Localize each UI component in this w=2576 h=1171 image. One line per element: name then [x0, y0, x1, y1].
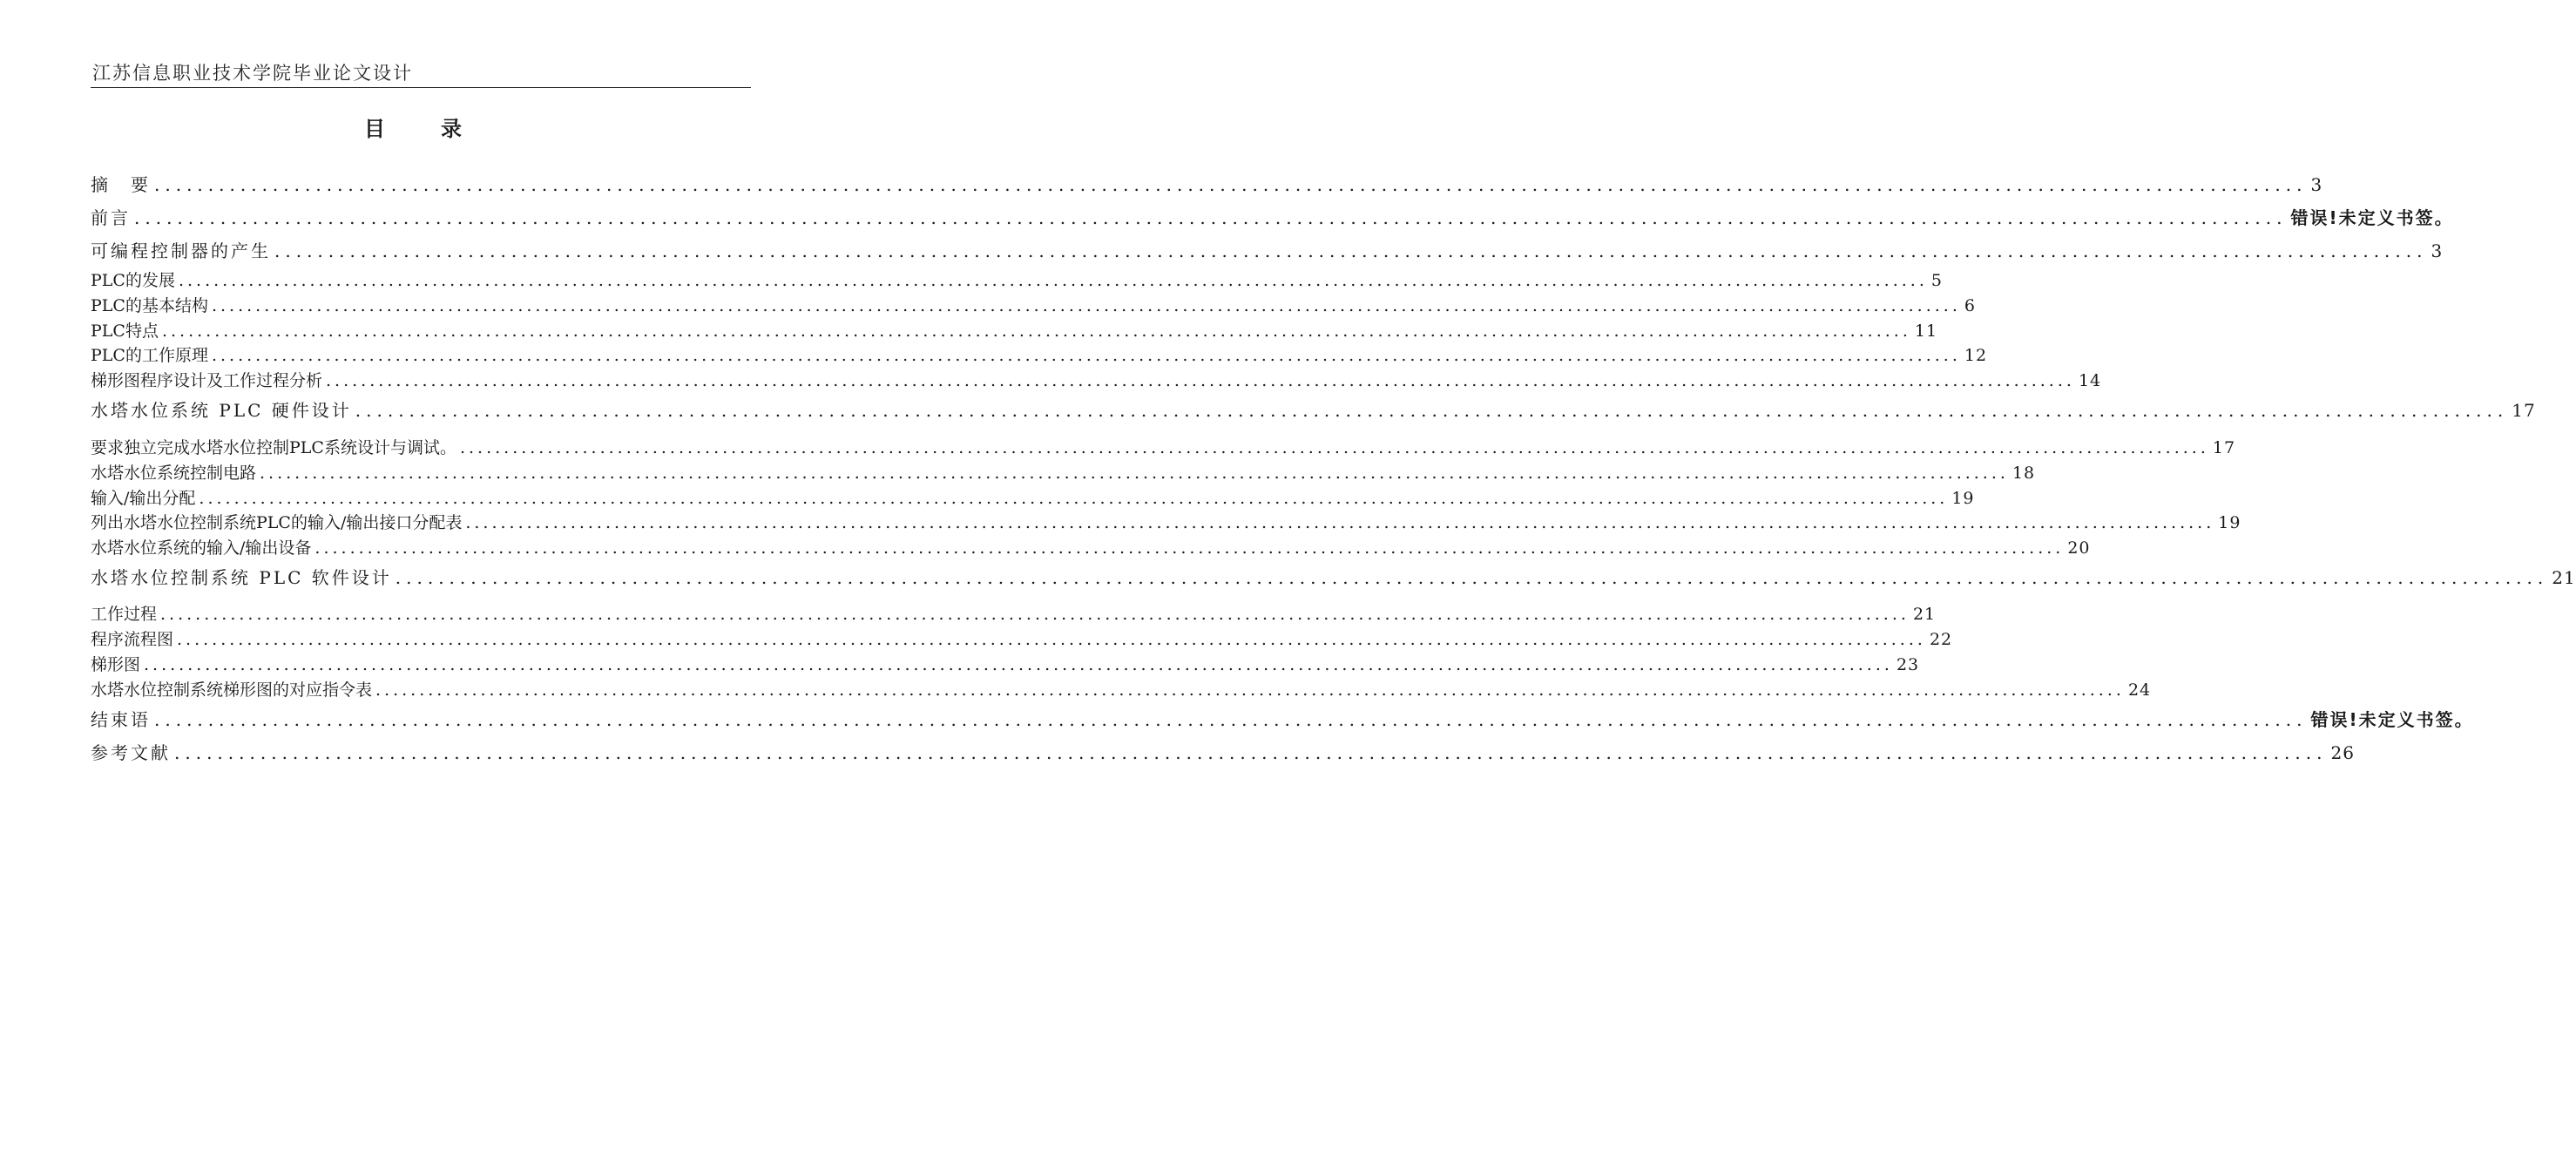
- toc-entry-label: PLC的发展: [91, 271, 175, 290]
- toc-entry-label: PLC的工作原理: [91, 346, 208, 365]
- toc-leader-dots: ........................................................................................................................................................................................................: [178, 271, 1928, 290]
- toc-entry[interactable]: [91, 237, 2444, 262]
- toc-entry-label: 梯形图: [91, 655, 141, 674]
- toc-entry-page: 21: [1912, 605, 1937, 624]
- toc-entry[interactable]: [91, 706, 2474, 731]
- toc-title-right: 录: [441, 117, 463, 141]
- header-title: 江苏信息职业技术学院毕业论文设计: [92, 63, 413, 84]
- page-header: [91, 59, 751, 88]
- toc-leader-dots: ........................................................................................................................................................................................................: [144, 655, 1893, 674]
- toc-entry-label: 水塔水位控制系统梯形图的对应指令表: [91, 680, 373, 700]
- toc-entry[interactable]: [91, 460, 2036, 484]
- toc-entry-page: 22: [1929, 630, 1953, 649]
- toc-entry-page: 17: [2212, 438, 2236, 457]
- toc-leader-dots: ........................................................................................................................................................................................................: [459, 438, 2209, 457]
- toc-entry-page: 3: [2310, 174, 2323, 195]
- toc-entry-label: 可编程控制器的产生: [91, 240, 271, 261]
- toc-entry-label: 摘 要: [91, 174, 151, 195]
- toc-leader-dots: ........................................................................................................................................................................................................: [260, 464, 2009, 483]
- toc-entry-label: 要求独立完成水塔水位控制PLC系统设计与调试。: [91, 438, 456, 457]
- toc-entry-label: 水塔水位系统控制电路: [91, 464, 257, 483]
- toc-entry[interactable]: [91, 204, 2454, 229]
- toc-entry[interactable]: [91, 535, 2091, 558]
- toc-entry-label: 列出水塔水位控制系统PLC的输入/输出接口分配表: [91, 513, 463, 532]
- toc-entry-page: 19: [2218, 513, 2241, 532]
- toc-entry[interactable]: [91, 739, 2355, 764]
- toc-leader-dots: ........................................................................................................................................................................................................: [211, 346, 1961, 365]
- toc-entry[interactable]: [91, 171, 2323, 196]
- toc-entry[interactable]: [91, 342, 1988, 366]
- toc-entry-page: 18: [2011, 464, 2036, 483]
- toc-leader-dots: ........................................................................................................................................................................................................: [199, 489, 1949, 508]
- toc-leader-dots: ........................................................................................................................................................................................................: [154, 174, 2308, 195]
- toc-leader-dots: ........................................................................................................................................................................................................: [134, 207, 2288, 228]
- toc-entry-label: 水塔水位系统的输入/输出设备: [91, 538, 312, 558]
- toc-entry-label: 结束语: [91, 709, 151, 730]
- toc-leader-dots: ........................................................................................................................................................................................................: [161, 322, 1911, 341]
- toc-leader-dots: ........................................................................................................................................................................................................: [326, 371, 2075, 390]
- toc-leader-dots: ........................................................................................................................................................................................................: [211, 296, 1961, 315]
- toc-entry[interactable]: [91, 626, 1953, 650]
- toc-entry-label: PLC的基本结构: [91, 296, 208, 315]
- toc-entry[interactable]: [91, 396, 2536, 422]
- toc-leader-dots: ........................................................................................................................................................................................................: [174, 742, 2328, 763]
- toc-leader-dots: ........................................................................................................................................................................................................: [160, 605, 1910, 624]
- toc-entry-page: 12: [1964, 346, 1988, 365]
- toc-leader-dots: ........................................................................................................................................................................................................: [154, 709, 2308, 730]
- toc-entry-page: 11: [1914, 322, 1938, 341]
- toc-entry-page: 17: [2512, 400, 2536, 421]
- toc-entry-page: 14: [2078, 371, 2102, 390]
- toc-entry-page: 6: [1964, 296, 1976, 315]
- toc-entry-page: 23: [1896, 655, 1920, 674]
- toc-entry[interactable]: [91, 601, 1937, 625]
- toc-entry-page: 19: [1951, 489, 1975, 508]
- toc-entry-label: 前言: [91, 207, 131, 228]
- toc-entry[interactable]: [91, 368, 2102, 391]
- toc-title: [0, 112, 828, 142]
- toc-entry[interactable]: [91, 485, 1975, 509]
- toc-entry-label: 工作过程: [91, 605, 158, 624]
- toc-leader-dots: ........................................................................................................................................................................................................: [177, 630, 1926, 649]
- toc-entry-page: 26: [2330, 742, 2355, 763]
- toc-entry-label: 水塔水位控制系统 PLC 软件设计: [91, 567, 392, 588]
- toc-entry-page: 3: [2431, 240, 2444, 261]
- toc-entry-page: 5: [1930, 271, 1943, 290]
- toc-title-left: 目: [364, 117, 387, 141]
- toc-entry-label: 参考文献: [91, 742, 171, 763]
- toc-entry-error: 错误!未定义书签。: [2290, 207, 2454, 228]
- toc-entry-page: 21: [2552, 567, 2576, 588]
- toc-entry[interactable]: [91, 318, 1938, 342]
- toc-entry-label: 水塔水位系统 PLC 硬件设计: [91, 400, 352, 421]
- toc-entry[interactable]: [91, 435, 2236, 458]
- toc-leader-dots: ........................................................................................................................................................................................................: [395, 567, 2549, 588]
- toc-entry[interactable]: [91, 677, 2152, 701]
- toc-entry-label: PLC特点: [91, 322, 159, 341]
- toc-entry[interactable]: [91, 293, 1976, 316]
- toc-entry-label: 程序流程图: [91, 630, 174, 649]
- toc-entry-page: 24: [2127, 680, 2152, 700]
- toc-entry[interactable]: [91, 267, 1943, 291]
- toc-entry-page: 20: [2067, 538, 2091, 558]
- toc-leader-dots: ........................................................................................................................................................................................................: [465, 513, 2215, 532]
- toc-entry[interactable]: [91, 510, 2241, 533]
- toc-entry-label: 输入/输出分配: [91, 489, 196, 508]
- toc-leader-dots: ........................................................................................................................................................................................................: [355, 400, 2509, 421]
- toc-leader-dots: ........................................................................................................................................................................................................: [274, 240, 2428, 261]
- toc-entry[interactable]: [91, 564, 2576, 589]
- toc-entry-error: 错误!未定义书签。: [2310, 709, 2474, 730]
- toc-leader-dots: ........................................................................................................................................................................................................: [314, 538, 2065, 558]
- toc-entry-label: 梯形图程序设计及工作过程分析: [91, 371, 323, 390]
- toc-entry[interactable]: [91, 652, 1920, 675]
- toc-leader-dots: ........................................................................................................................................................................................................: [375, 680, 2125, 700]
